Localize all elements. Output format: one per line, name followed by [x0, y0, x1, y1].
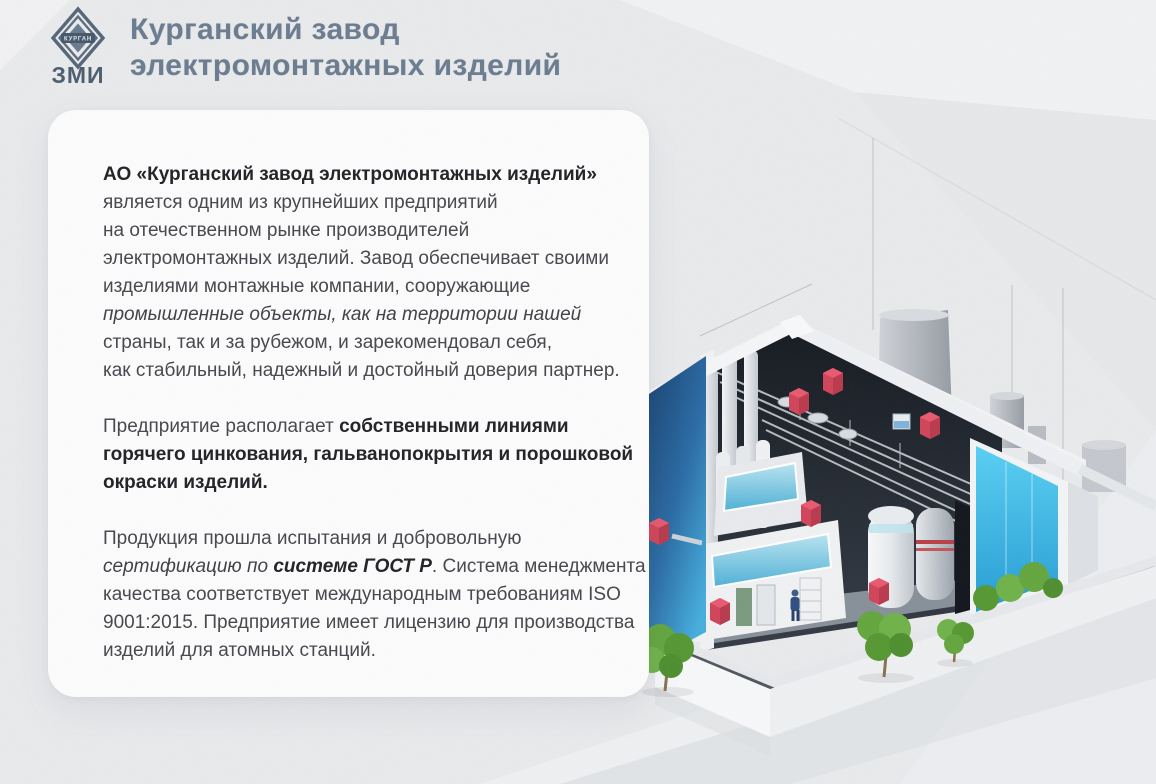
text-line	[103, 273, 619, 301]
text-segment: окраски изделий.	[103, 472, 268, 493]
text-segment: АО «Курганский завод электромонтажных изделий»	[103, 164, 597, 185]
control-box	[893, 414, 910, 429]
text-segment: . Система менеджмента	[431, 556, 646, 577]
text-line	[103, 301, 619, 329]
text-line	[103, 637, 619, 665]
zmi-diamond-logo-icon	[50, 6, 106, 88]
text-segment: 9001:2015. Предприятие имеет лицензию для производства	[103, 612, 635, 633]
paragraph	[103, 161, 619, 385]
text-line	[103, 609, 635, 637]
text-line	[103, 357, 619, 385]
text-segment: как стабильный, надежный и достойный доверия партнер.	[103, 360, 620, 381]
info-card	[48, 110, 649, 697]
text-segment: электромонтажных изделий. Завод обеспечивает своими	[103, 248, 609, 269]
text-segment: промышленные объекты, как на территории нашей	[103, 304, 582, 325]
page-title-line1: Курганский завод	[130, 13, 400, 46]
text-line	[103, 161, 619, 189]
text-line	[103, 581, 619, 609]
text-line	[103, 329, 619, 357]
left-blue-wall	[640, 356, 706, 668]
text-segment: горячего цинкования, гальванопокрытия и порошковой	[103, 444, 634, 465]
paragraph	[103, 413, 634, 497]
text-line	[103, 189, 619, 217]
text-segment: собственными линиями	[339, 416, 569, 437]
text-line	[103, 525, 619, 553]
text-line	[103, 441, 634, 469]
text-line	[103, 553, 646, 581]
svg-text:КУРГАН: КУРГАН	[63, 36, 93, 43]
card-text	[103, 161, 646, 665]
text-segment: на отечественном рынке производителей	[103, 220, 470, 241]
text-segment: изделиями монтажные компании, сооружающие	[103, 276, 531, 297]
text-segment: является одним из крупнейших предприятий	[103, 192, 498, 213]
page-header	[50, 6, 561, 88]
text-line	[103, 469, 619, 497]
svg-text:ЗМИ: ЗМИ	[51, 62, 105, 88]
page-title-line2: электромонтажных изделий	[130, 49, 562, 82]
page-title	[130, 12, 561, 88]
text-segment: изделий для атомных станций.	[103, 640, 376, 661]
paragraph	[103, 525, 646, 665]
text-line	[103, 413, 619, 441]
text-segment: Продукция прошла испытания и добровольную	[103, 528, 522, 549]
text-segment: качества соответствует международным требованиям ISO	[103, 584, 621, 605]
text-segment: сертификацию по	[103, 556, 274, 577]
text-segment: системе ГОСТ Р	[273, 556, 432, 577]
text-line	[103, 217, 619, 245]
text-segment: страны, так и за рубежом, и зарекомендовал себя,	[103, 332, 552, 353]
text-line	[103, 245, 619, 273]
text-segment: Предприятие располагает	[103, 416, 340, 437]
